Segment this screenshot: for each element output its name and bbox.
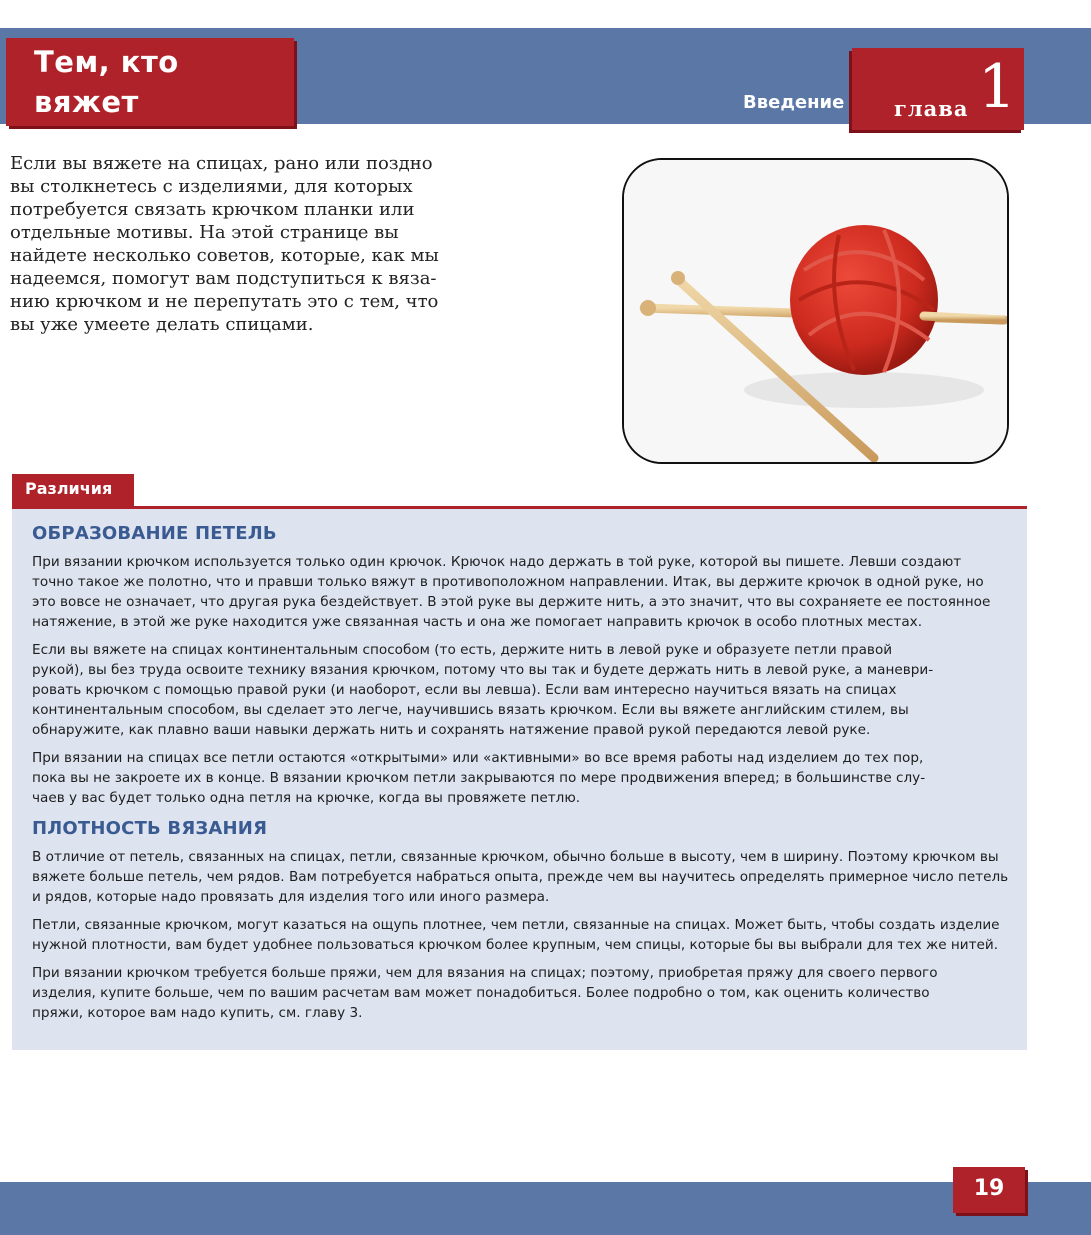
intro-line: вы уже умеете делать спицами. (10, 314, 314, 335)
section-tab: Различия (12, 474, 134, 506)
text-line: и рядов, которые надо провязать для изделия того или иного размера. (32, 889, 550, 905)
intro-line: надеемся, помогут вам подступиться к вяза- (10, 268, 437, 289)
text-line: При вязании крючком используется только один крючок. Крючок надо держать в той руке, которой вы пишете. Левши создают (32, 554, 962, 570)
text-line: это вовсе не означает, что другая рука бездействует. В этой руке вы держите нить, а это значит, что вы сохраняете ее постоянное (32, 594, 991, 610)
intro-line: Если вы вяжете на спицах, рано или поздно (10, 153, 433, 174)
page-title (6, 38, 294, 159)
paragraph (32, 640, 1007, 740)
text-line: При вязании на спицах все петли остаются «открытыми» или «активными» во все время работы над изделием до тех пор, (32, 750, 924, 766)
text-line: При вязании крючком требуется больше пряжи, чем для вязания на спицах; поэтому, приобретая пряжу для своего первого (32, 965, 938, 981)
text-line: пряжи, которое вам надо купить, см. главу 3. (32, 1005, 363, 1021)
differences-panel (12, 506, 1027, 1050)
text-line: чаев у вас будет только одна петля на крючке, когда вы провяжете петлю. (32, 790, 581, 806)
page-number: 19 (953, 1167, 1025, 1213)
section-label: Введение (743, 92, 845, 113)
intro-line: найдете несколько советов, которые, как мы (10, 245, 439, 266)
text-line: Если вы вяжете на спицах континентальным способом (то есть, держите нить в левой руке и образуете петли правой (32, 642, 893, 658)
text-line: ровать крючком с помощью правой руки (и наоборот, если вы левша). Если вам интересно научиться вязать на спицах (32, 682, 897, 698)
page-title-line-1: Тем, кто вяжет (34, 45, 179, 119)
paragraph (32, 847, 1007, 907)
text-line: континентальным способом, вы сделает это легче, научившись вязать крючком. Если вы вяжете английским стилем, вы (32, 702, 909, 718)
heading-gauge: ПЛОТНОСТЬ ВЯЗАНИЯ (32, 818, 268, 839)
text-line: точно такое же полотно, что и правши только вяжут в противоположном направлении. Итак, вы держите крючок в одной руке, но (32, 574, 984, 590)
intro-line: отдельные мотивы. На этой странице вы (10, 222, 399, 243)
yarn-ball-with-knitting-needles-icon (624, 160, 1007, 462)
text-line: рукой), вы без труда освоите технику вязания крючком, потому что вы так и будете держать нить в левой руке, а маневри- (32, 662, 934, 678)
paragraph (32, 552, 1007, 632)
page-title-line-2: на спицах (34, 125, 206, 159)
intro-paragraph (10, 152, 490, 336)
footer-band (0, 1182, 1091, 1235)
chapter-word: глава (894, 96, 969, 121)
intro-line: потребуется связать крючком планки или (10, 199, 415, 220)
paragraph (32, 963, 1007, 1023)
chapter-number: 1 (978, 52, 1017, 122)
chapter-badge (852, 48, 1024, 130)
text-line: изделия, купите больше, чем по вашим расчетам вам может понадобиться. Более подробно о том, как оценить количество (32, 985, 930, 1001)
yarn-photo (622, 158, 1009, 464)
text-line: обнаружите, как плавно ваши навыки держать нить и сохранять натяжение правой рукой передаются левой руке. (32, 722, 871, 738)
text-line: Петли, связанные крючком, могут казаться на ощупь плотнее, чем петли, связанные на спицах. Может быть, чтобы создать изделие (32, 917, 1000, 933)
paragraph (32, 748, 1007, 808)
text-line: натяжение, в этой же руке находится уже связанная часть и она же помогает направить крючок в особо плотных местах. (32, 614, 923, 630)
intro-line: вы столкнетесь с изделиями, для которых (10, 176, 413, 197)
text-line: вяжете больше петель, чем рядов. Вам потребуется набраться опыта, прежде чем вы научитесь определять примерное число петель (32, 869, 1009, 885)
text-line: В отличие от петель, связанных на спицах, петли, связанные крючком, обычно больше в высоту, чем в ширину. Поэтому крючком вы (32, 849, 999, 865)
text-line: пока вы не закроете их в конце. В вязании крючком петли закрываются по мере продвижения вперед; в большинстве слу- (32, 770, 926, 786)
paragraph (32, 915, 1007, 955)
text-line: нужной плотности, вам будет удобнее пользоваться крючком более крупным, чем спицы, которые бы вы выбрали для тех же нитей. (32, 937, 999, 953)
heading-loop-formation: ОБРАЗОВАНИЕ ПЕТЕЛЬ (32, 523, 277, 544)
intro-line: нию крючком и не перепутать это с тем, что (10, 291, 439, 312)
